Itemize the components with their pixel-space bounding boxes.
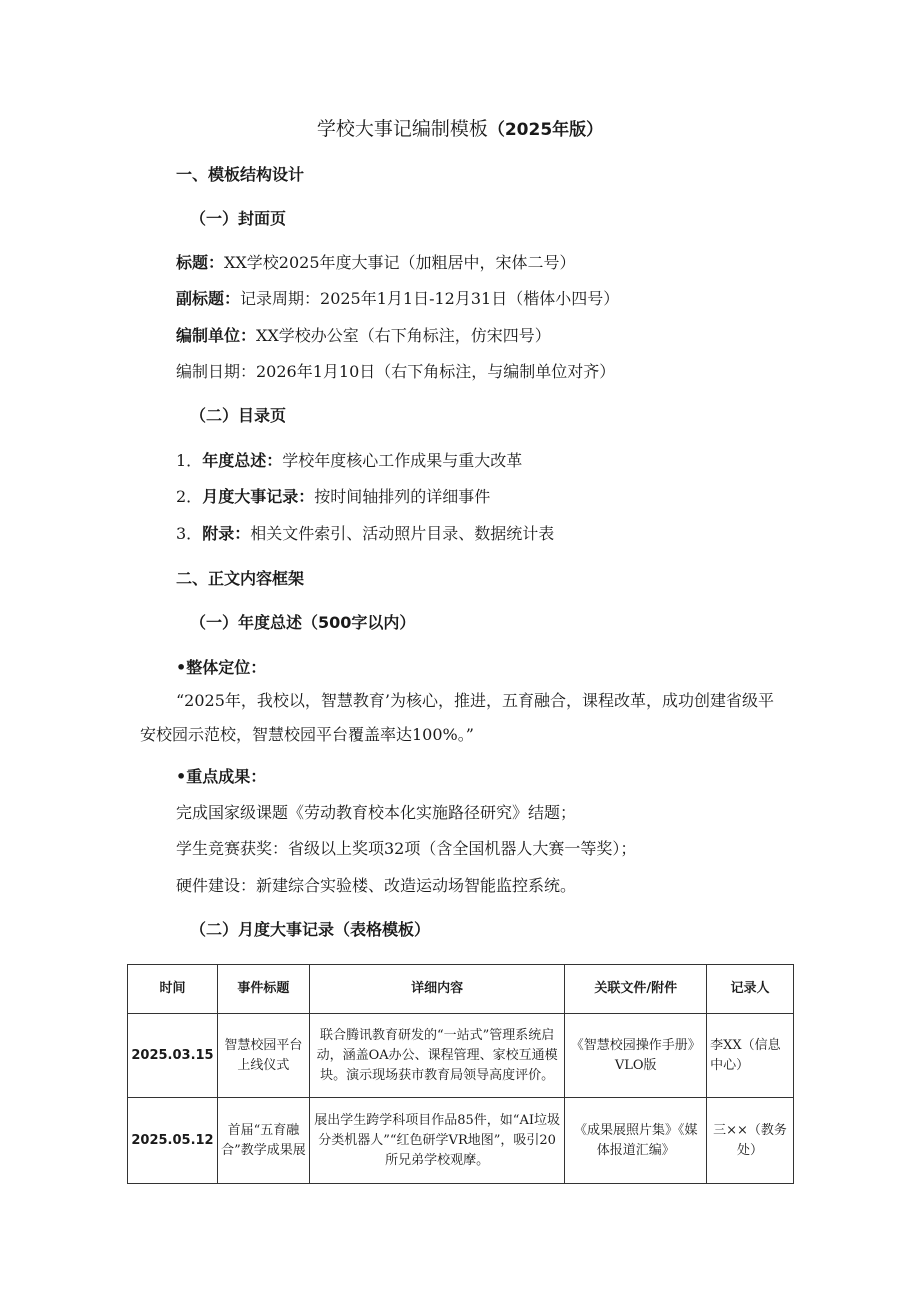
achievement-item: 硬件建设：新建综合实验楼、改造运动场智能监控系统。 <box>176 876 577 895</box>
cover-heading: （一）封面页 <box>190 209 287 228</box>
event-content: 展出学生跨学科项目作品85件，如“AI垃圾分类机器人”“红色研学VR地图”，吸引20所兄弟学校观摩。 <box>309 1098 565 1184</box>
event-date: 2025.03.15 <box>128 1014 218 1098</box>
title-main: 学校大事记编制模板 <box>316 118 488 140</box>
table-row <box>128 1098 794 1184</box>
toc-heading: （二）目录页 <box>190 406 287 425</box>
cover-line-unit: 编制单位：XX学校办公室（右下角标注，仿宋四号） <box>176 326 551 345</box>
toc-item: 3．附录：相关文件索引、活动照片目录、数据统计表 <box>176 524 555 543</box>
title-edition: （2025年版） <box>487 120 604 140</box>
monthly-heading: （二）月度大事记录（表格模板） <box>190 920 431 939</box>
column-header: 事件标题 <box>217 965 309 1014</box>
event-content: 联合腾讯教育研发的“一站式”管理系统启动，涵盖OA办公、课程管理、家校互通模块。演示现场获市教育局领导高度评价。 <box>309 1014 565 1098</box>
event-title: 智慧校园平台上线仪式 <box>217 1014 309 1098</box>
event-recorder: 三××（教务处） <box>707 1098 794 1184</box>
section2-heading: 二、正文内容框架 <box>176 569 305 588</box>
cover-line-subtitle: 副标题：记录周期：2025年1月1日-12月31日（楷体小四号） <box>176 289 620 308</box>
column-header: 关联文件/附件 <box>565 965 707 1014</box>
event-title: 首届“五育融合”教学成果展 <box>217 1098 309 1184</box>
column-header: 记录人 <box>707 965 794 1014</box>
summary-heading: （一）年度总述（500字以内） <box>190 613 416 632</box>
column-header: 详细内容 <box>309 965 565 1014</box>
event-date: 2025.05.12 <box>128 1098 218 1184</box>
event-files: 《智慧校园操作手册》VLO版 <box>565 1014 707 1098</box>
column-header: 时间 <box>128 965 218 1014</box>
positioning-text: “2025年，我校以，智慧教育’为核心，推进，五育融合，课程改革，成功创建省级平安校园示范校，智慧校园平台覆盖率达100%。” <box>140 691 774 744</box>
event-recorder: 李XX（信息中心） <box>707 1014 794 1098</box>
toc-item: 2．月度大事记录：按时间轴排列的详细事件 <box>176 487 491 506</box>
achievements-label: •重点成果： <box>176 767 267 786</box>
document-title <box>0 114 920 141</box>
cover-line-title: 标题：XX学校2025年度大事记（加粗居中，宋体二号） <box>176 253 576 272</box>
positioning-label: •整体定位： <box>176 658 267 677</box>
events-table <box>127 964 794 1184</box>
table-header-row <box>128 965 794 1014</box>
event-files: 《成果展照片集》《媒体报道汇编》 <box>565 1098 707 1184</box>
achievement-item: 学生竞赛获奖：省级以上奖项32项（含全国机器人大赛一等奖）； <box>176 839 637 858</box>
table-row <box>128 1014 794 1098</box>
cover-line-date: 编制日期：2026年1月10日（右下角标注，与编制单位对齐） <box>176 362 616 381</box>
toc-item: 1．年度总述：学校年度核心工作成果与重大改革 <box>176 451 523 470</box>
achievement-item: 完成国家级课题《劳动教育校本化实施路径研究》结题； <box>176 803 577 822</box>
section1-heading: 一、模板结构设计 <box>176 165 305 184</box>
